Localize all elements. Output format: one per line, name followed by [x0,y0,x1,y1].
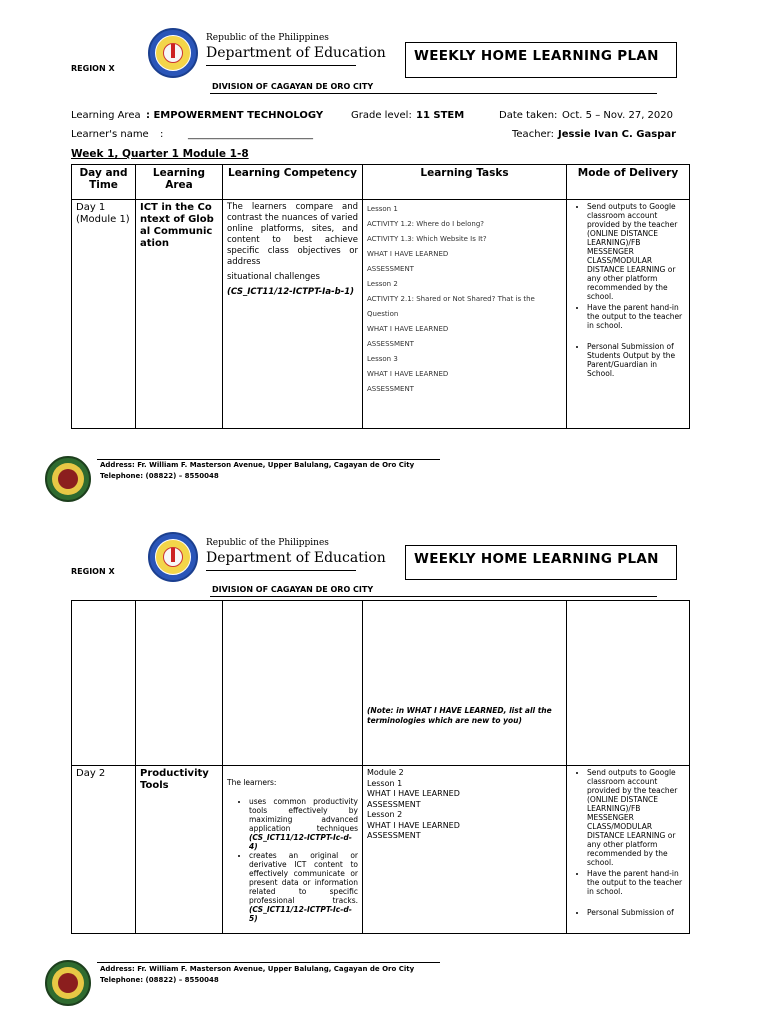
row1-day [72,200,136,429]
header-delivery: Mode of Delivery [567,165,690,200]
competency-bullet-1-code: (CS_ICT11/12-ICTPT-Ic-d-4) [249,833,352,851]
task-item: WHAT I HAVE LEARNED [367,370,449,378]
header-day: Day and Time [72,165,136,200]
footer-rule [97,962,440,963]
date-label: Date taken: [499,110,558,121]
region-label: REGION X [71,567,115,576]
footer-telephone: Telephone: (08822) – 8550048 [100,472,219,480]
task-item: ACTIVITY 2.1: Shared or Not Shared? That is the Question [367,295,535,318]
note-delivery-cell [567,601,690,766]
division-rule [210,596,657,597]
learning-area-label: Learning Area [71,110,141,121]
header-rule [206,570,356,571]
plan-table-page1 [71,164,690,429]
row1-day-text: Day 1 (Module 1) [76,202,130,225]
task-item: Lesson 2 [367,810,403,819]
row1-competency-code: (CS_ICT11/12-ICTPT-Ia-b-1) [227,287,355,297]
task-item: ASSESSMENT [367,340,414,348]
row2-day [72,766,136,934]
header-competency: Learning Competency [223,165,363,200]
grade-label: Grade level: [351,110,412,121]
task-item: WHAT I HAVE LEARNED [367,250,449,258]
note-competency-cell [223,601,363,766]
row1-area [136,200,223,429]
delivery-item-handin: • Have the parent hand-in the output to the teacher in school. [587,869,685,896]
row1-tasks [363,200,567,429]
row2-competency-intro: The learners: [227,778,277,787]
header-tasks: Learning Tasks [363,165,567,200]
division-label: DIVISION OF CAGAYAN DE ORO CITY [212,82,374,91]
row1-delivery [567,200,690,429]
row1-competency-extra: situational challenges [227,272,320,282]
department-text: Department of Education [206,45,386,61]
delivery-item-personal: • Personal Submission of [587,908,685,917]
task-item: ASSESSMENT [367,385,414,393]
competency-bullet-2 [249,851,358,923]
row2-delivery [567,766,690,934]
note-tasks-cell [363,601,567,766]
row2-tasks [363,766,567,934]
task-item: WHAT I HAVE LEARNED [367,789,460,798]
learner-label: Learner's name [71,129,149,140]
competency-bullet-2-text: creates an original or derivative ICT content to effectively communicate or present data or information related to specific professional tracks. [249,851,358,905]
department-text: Department of Education [206,550,386,566]
delivery-item-online: • Send outputs to Google classroom account provided by the teacher (ONLINE DISTANCE LEARNING)/FB MESSENGER CLASS/MODULAR DISTANCE LEARNING or any other platform recommended by the school. [587,768,685,867]
grade-value: 11 STEM [416,110,465,121]
plan-table-page2 [71,600,690,934]
task-item: ASSESSMENT [367,265,414,273]
region-label: REGION X [71,64,115,73]
header-rule [206,65,356,66]
task-item: Lesson 1 [367,205,398,213]
learner-name-field[interactable]: _________________________ [188,129,313,140]
deped-seal [148,28,198,78]
footer-rule [97,459,440,460]
republic-text: Republic of the Philippines [206,33,329,43]
task-item: WHAT I HAVE LEARNED [367,325,449,333]
delivery-item-personal: • Personal Submission of Students Output by the Parent/Guardian in School. [587,342,685,378]
row2-competency [223,766,363,934]
task-item: ACTIVITY 1.2: Where do I belong? [367,220,484,228]
plan-title: WEEKLY HOME LEARNING PLAN [405,545,677,580]
division-seal [45,456,91,502]
task-item: ASSESSMENT [367,831,421,840]
task-item: Lesson 2 [367,280,398,288]
task-item: WHAT I HAVE LEARNED [367,820,460,830]
delivery-item-online: • Send outputs to Google classroom account provided by the teacher (ONLINE DISTANCE LEARNING)/FB MESSENGER CLASS/MODULAR DISTANCE LEARNING or any other platform recommended by the school. [587,202,685,301]
division-label: DIVISION OF CAGAYAN DE ORO CITY [212,585,374,594]
learner-colon: : [160,129,164,140]
note-area-cell [136,601,223,766]
competency-bullet-1-text: uses common productivity tools effectively by maximizing advanced application techniques [249,797,358,833]
date-value: Oct. 5 – Nov. 27, 2020 [562,110,673,121]
footer-telephone: Telephone: (08822) – 8550048 [100,976,219,984]
week-label: Week 1, Quarter 1 Module 1-8 [71,148,249,160]
row1-competency [223,200,363,429]
task-item: Lesson 1 [367,778,403,788]
row1-competency-text: The learners compare and contrast the nuances of varied online platforms, sites, and content to best achieve specific class objectives or address [227,202,358,267]
footer-address: Address: Fr. William F. Masterson Avenue, Upper Balulang, Cagayan de Oro City [100,965,415,973]
learning-area-value: : EMPOWERMENT TECHNOLOGY [146,110,324,121]
row2-area-text: Productivity Tools [140,768,209,791]
republic-text: Republic of the Philippines [206,538,329,548]
row1-area-text: ICT in the Context of Global Communication [140,202,214,249]
header-area: Learning Area [136,165,223,200]
plan-title: WEEKLY HOME LEARNING PLAN [405,42,677,78]
delivery-item-handin: • Have the parent hand-in the output to the teacher in school. [587,303,685,330]
competency-bullet-2-code: (CS_ICT11/12-ICTPT-Ic-d-5) [249,905,352,923]
note-day-cell [72,601,136,766]
row2-area [136,766,223,934]
what-i-learned-note: (Note: in WHAT I HAVE LEARNED, list all the terminologies which are new to you) [367,706,552,725]
division-seal [45,960,91,1006]
task-item: Lesson 3 [367,355,398,363]
teacher-value: Jessie Ivan C. Gaspar [558,129,677,140]
teacher-label: Teacher: [512,129,554,140]
footer-address: Address: Fr. William F. Masterson Avenue, Upper Balulang, Cagayan de Oro City [100,461,415,469]
task-item: ASSESSMENT [367,799,421,809]
competency-bullet-1 [249,797,358,851]
row2-day-text: Day 2 [76,768,106,779]
division-rule [210,93,657,94]
task-item: Module 2 [367,768,404,777]
deped-seal [148,532,198,582]
task-item: ACTIVITY 1.3: Which Website Is It? [367,235,487,243]
